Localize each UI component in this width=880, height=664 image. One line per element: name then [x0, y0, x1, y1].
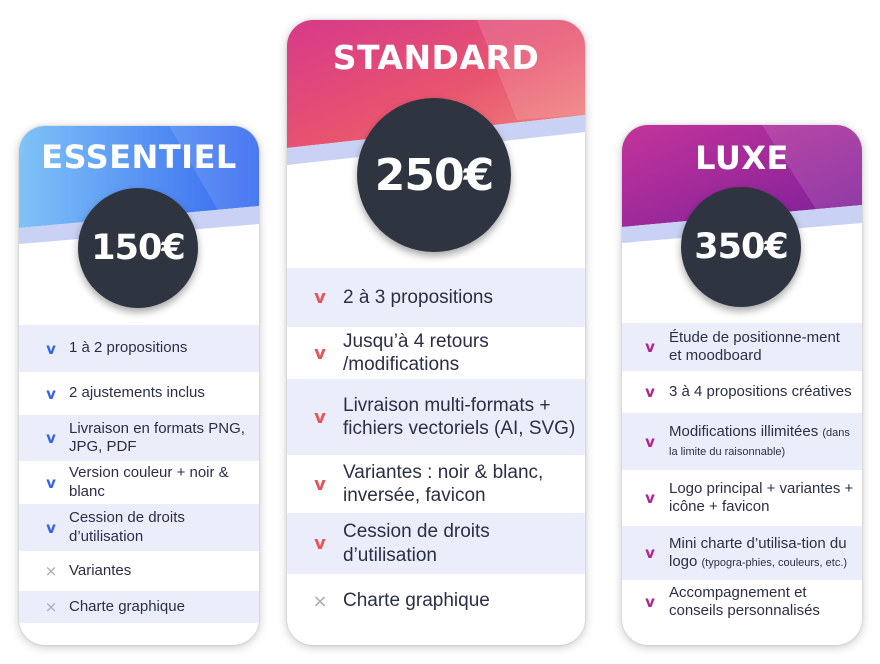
- plan-title: LUXE: [695, 139, 789, 177]
- feature-text: Variantes: [69, 561, 132, 579]
- feature-row: [287, 268, 585, 327]
- cross-icon: ×: [44, 598, 58, 616]
- feature-row: [19, 504, 259, 551]
- cross-icon: ×: [312, 590, 328, 612]
- check-icon: v: [645, 338, 655, 356]
- check-icon: v: [46, 339, 56, 358]
- feature-row: [19, 461, 259, 504]
- feature-row: [287, 455, 585, 513]
- plan-title: ESSENTIEL: [41, 138, 237, 176]
- feature-row: [19, 372, 259, 415]
- check-icon: v: [645, 544, 655, 562]
- feature-text: 2 ajustements inclus: [69, 384, 205, 402]
- feature-row: [287, 574, 585, 628]
- feature-text: Charte graphique: [69, 597, 185, 615]
- feature-row: [19, 325, 259, 372]
- check-icon: v: [46, 429, 56, 447]
- check-icon: v: [314, 406, 326, 428]
- feature-row: [622, 413, 862, 470]
- feature-row: [287, 513, 585, 574]
- feature-row: [622, 580, 862, 624]
- feature-text: [669, 535, 856, 572]
- check-icon: v: [314, 342, 326, 364]
- check-icon: v: [46, 518, 56, 537]
- feature-text: Cession de droits d’utilisation: [343, 521, 490, 566]
- plan-card-standard: [287, 20, 585, 645]
- feature-text: Variantes : noir & blanc, inversée, favicon: [343, 461, 544, 506]
- feature-text: Jusqu’à 4 retours /modifications: [343, 330, 489, 375]
- price-badge: 350€: [681, 187, 801, 307]
- feature-main: Modifications illimitées: [669, 423, 819, 441]
- feature-note: (typogra-phies, couleurs, etc.): [701, 557, 848, 569]
- feature-row: [287, 327, 585, 379]
- feature-text: Cession de droits d’utilisation: [69, 509, 185, 545]
- check-icon: v: [645, 489, 655, 507]
- plan-title: STANDARD: [332, 38, 540, 77]
- feature-main: Mini charte d’utilisa-tion du logo: [669, 534, 847, 570]
- feature-row: [622, 371, 862, 413]
- feature-row: [622, 526, 862, 580]
- check-icon: v: [314, 473, 326, 495]
- check-icon: v: [314, 533, 326, 554]
- price-badge: 250€: [357, 98, 511, 252]
- feature-note: (dans la limite du raisonnable): [669, 427, 850, 458]
- feature-text: Étude de positionne-ment et moodboard: [669, 328, 840, 364]
- check-icon: v: [314, 287, 326, 308]
- plan-card-luxe: [622, 125, 862, 645]
- cross-icon: ×: [44, 562, 58, 580]
- check-icon: v: [645, 432, 655, 451]
- feature-text: Livraison en formats PNG, JPG, PDF: [69, 419, 245, 455]
- plan-card-essentiel: [19, 126, 259, 645]
- feature-text: 2 à 3 propositions: [343, 286, 493, 308]
- feature-text: 3 à 4 propositions créatives: [669, 382, 852, 400]
- check-icon: v: [645, 593, 655, 611]
- feature-text: Logo principal + variantes + icône + favicon: [669, 479, 854, 515]
- feature-text: [669, 423, 856, 460]
- feature-text: 1 à 2 propositions: [69, 339, 188, 357]
- feature-text: Version couleur + noir & blanc: [69, 464, 229, 500]
- feature-row: [287, 379, 585, 455]
- feature-text: Livraison multi-formats + fichiers vectoriels (AI, SVG): [343, 394, 576, 439]
- check-icon: v: [46, 384, 56, 403]
- feature-text: Charte graphique: [343, 590, 490, 612]
- feature-text: Accompagnement et conseils personnalisés: [669, 583, 820, 619]
- feature-row: [19, 551, 259, 591]
- check-icon: v: [645, 383, 655, 401]
- price-badge: 150€: [78, 188, 198, 308]
- feature-row: [19, 591, 259, 623]
- feature-row: [622, 470, 862, 526]
- feature-row: [622, 323, 862, 371]
- check-icon: v: [46, 473, 56, 492]
- feature-row: [19, 415, 259, 461]
